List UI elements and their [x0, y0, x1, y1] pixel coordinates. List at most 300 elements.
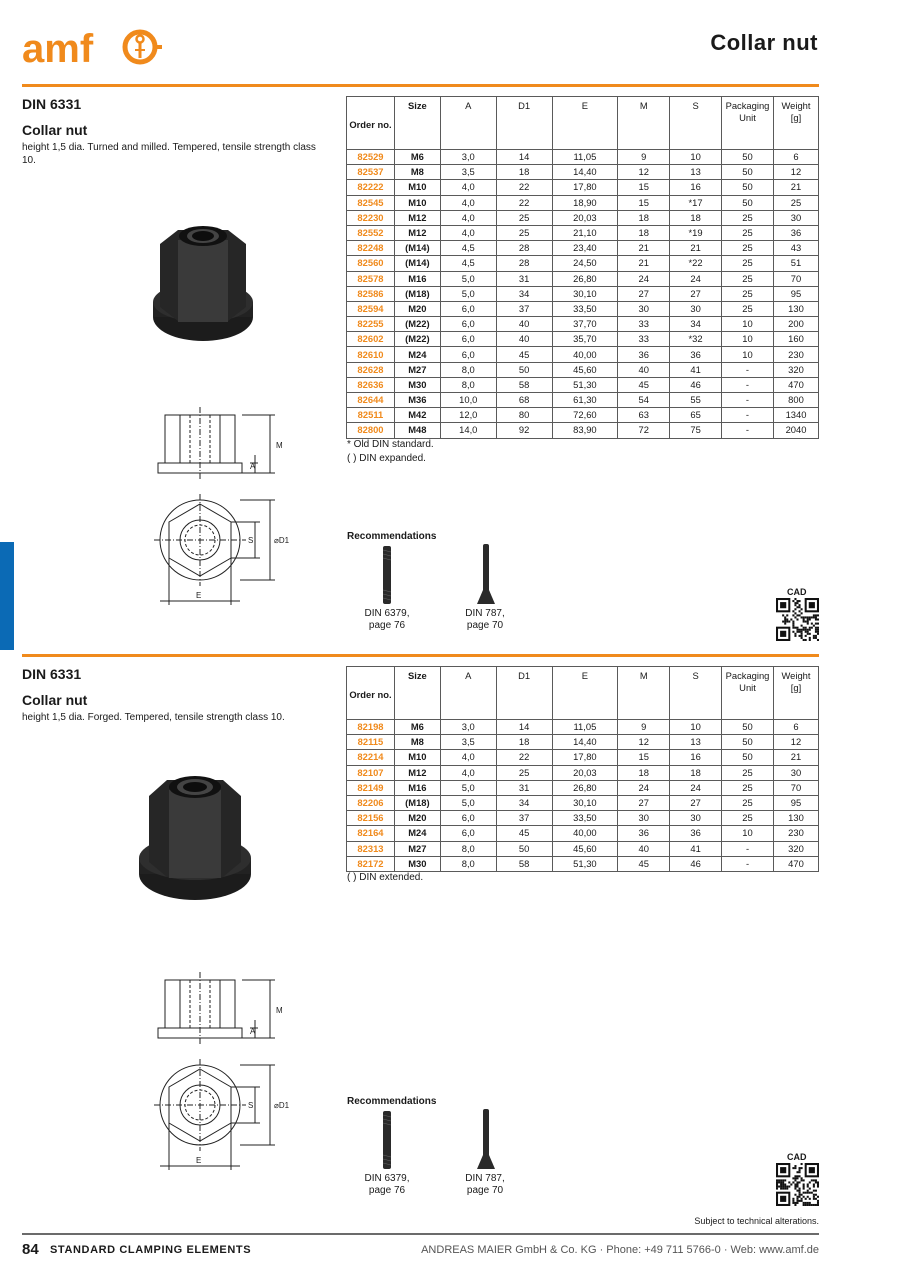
- table-row: [347, 362, 819, 377]
- cell-weight: 130: [773, 301, 818, 316]
- cell-weight: 36: [773, 225, 818, 240]
- table-row: [347, 195, 819, 210]
- cell-size: M10: [394, 195, 440, 210]
- cell-m: 15: [618, 180, 670, 195]
- cell-weight: 30: [774, 765, 819, 780]
- col-e: E: [552, 667, 618, 720]
- cell-a: 5,0: [440, 795, 496, 810]
- cell-packaging-unit: -: [722, 841, 774, 856]
- cell-packaging-unit: 25: [722, 811, 774, 826]
- cell-weight: 21: [774, 750, 819, 765]
- spec-table-2: [346, 666, 819, 872]
- cad-qr-code-2[interactable]: [776, 1163, 819, 1206]
- cell-e: 17,80: [552, 180, 618, 195]
- cell-d1: 22: [496, 180, 552, 195]
- col-d1: D1: [496, 667, 552, 720]
- cell-size: (M14): [394, 241, 440, 256]
- spec-table-1: [346, 96, 819, 439]
- table-row: [347, 180, 819, 195]
- cell-weight: 1340: [773, 408, 818, 423]
- cell-a: 10,0: [440, 393, 496, 408]
- cell-s: *32: [670, 332, 722, 347]
- cell-size: M42: [394, 408, 440, 423]
- cell-e: 45,60: [552, 362, 618, 377]
- cell-d1: 14: [496, 720, 552, 735]
- cell-e: 45,60: [552, 841, 618, 856]
- table-row: [347, 765, 819, 780]
- cell-s: 13: [670, 165, 722, 180]
- cell-a: 3,5: [440, 165, 496, 180]
- table-row: [347, 408, 819, 423]
- cell-order-no[interactable]: 82149: [347, 780, 395, 795]
- col-packaging: Packaging Unit: [722, 97, 774, 150]
- cell-d1: 45: [496, 826, 552, 841]
- cell-a: 8,0: [440, 362, 496, 377]
- cad-label-1: CAD: [787, 587, 807, 597]
- cell-m: 54: [618, 393, 670, 408]
- cell-a: 8,0: [440, 377, 496, 392]
- table-row: [347, 317, 819, 332]
- cell-m: 15: [618, 750, 670, 765]
- cell-e: 20,03: [552, 210, 618, 225]
- cell-weight: 43: [773, 241, 818, 256]
- cell-d1: 50: [496, 362, 552, 377]
- footer-divider: [22, 1233, 819, 1235]
- cell-e: 51,30: [552, 377, 618, 392]
- cell-order-no[interactable]: 82198: [347, 720, 395, 735]
- cell-e: 30,10: [552, 795, 618, 810]
- section1-name: Collar nut: [22, 122, 88, 138]
- table-row: [347, 377, 819, 392]
- cell-weight: 160: [773, 332, 818, 347]
- cell-weight: 470: [773, 377, 818, 392]
- cell-d1: 34: [496, 286, 552, 301]
- cell-m: 63: [618, 408, 670, 423]
- cell-e: 26,80: [552, 271, 618, 286]
- cell-s: 55: [670, 393, 722, 408]
- dim-label-d1: ⌀D1: [274, 1101, 290, 1110]
- cell-d1: 18: [496, 735, 552, 750]
- cell-s: 16: [670, 750, 722, 765]
- footer-section-name: STANDARD CLAMPING ELEMENTS: [50, 1244, 252, 1256]
- cell-a: 14,0: [440, 423, 496, 438]
- col-e: E: [552, 97, 618, 150]
- table-row: [347, 210, 819, 225]
- cell-packaging-unit: 25: [722, 765, 774, 780]
- cell-size: M16: [394, 780, 440, 795]
- cell-order-no[interactable]: 82578: [347, 271, 395, 286]
- cell-a: 5,0: [440, 780, 496, 795]
- cell-m: 36: [618, 826, 670, 841]
- cell-d1: 34: [496, 795, 552, 810]
- cell-m: 12: [618, 165, 670, 180]
- collar-nut-photo-forged: [135, 772, 255, 904]
- cell-s: 41: [670, 362, 722, 377]
- col-order-no: Order no.: [347, 667, 395, 720]
- cell-weight: 230: [774, 826, 819, 841]
- cell-d1: 58: [496, 377, 552, 392]
- cell-e: 11,05: [552, 150, 618, 165]
- cell-e: 51,30: [552, 856, 618, 871]
- cell-size: M20: [394, 811, 440, 826]
- table-row: [347, 423, 819, 438]
- cell-size: M20: [394, 301, 440, 316]
- cell-size: M12: [394, 210, 440, 225]
- cell-order-no[interactable]: 82248: [347, 241, 395, 256]
- din6379-bolt-image[interactable]: [380, 1111, 394, 1169]
- cell-size: (M14): [394, 256, 440, 271]
- cell-m: 24: [618, 271, 670, 286]
- cell-s: 46: [670, 377, 722, 392]
- cell-a: 5,0: [440, 286, 496, 301]
- table-row: [347, 393, 819, 408]
- cell-e: 83,90: [552, 423, 618, 438]
- cell-order-no[interactable]: 82602: [347, 332, 395, 347]
- cell-d1: 40: [496, 332, 552, 347]
- cell-order-no[interactable]: 82537: [347, 165, 395, 180]
- cell-m: 21: [618, 241, 670, 256]
- cell-m: 18: [618, 765, 670, 780]
- cell-m: 45: [618, 377, 670, 392]
- cell-weight: 200: [773, 317, 818, 332]
- cell-size: M24: [394, 826, 440, 841]
- cell-order-no[interactable]: 82230: [347, 210, 395, 225]
- cell-packaging-unit: 10: [722, 317, 774, 332]
- cell-order-no[interactable]: 82545: [347, 195, 395, 210]
- cell-order-no[interactable]: 82214: [347, 750, 395, 765]
- cell-weight: 51: [773, 256, 818, 271]
- amf-logo: [22, 22, 162, 72]
- cell-a: 12,0: [440, 408, 496, 423]
- cell-packaging-unit: 25: [722, 795, 774, 810]
- table-row: [347, 826, 819, 841]
- cell-d1: 25: [496, 765, 552, 780]
- cell-a: 4,5: [440, 241, 496, 256]
- cell-weight: 70: [773, 271, 818, 286]
- col-order-no: Order no.: [347, 97, 395, 150]
- cell-s: 18: [670, 210, 722, 225]
- cell-m: 18: [618, 225, 670, 240]
- cell-a: 6,0: [440, 332, 496, 347]
- cell-order-no[interactable]: 82628: [347, 362, 395, 377]
- col-d1: D1: [496, 97, 552, 150]
- cell-a: 4,0: [440, 195, 496, 210]
- cell-packaging-unit: -: [722, 393, 774, 408]
- dim-label-m: M: [276, 441, 283, 450]
- table-row: [347, 241, 819, 256]
- rec-din787-link[interactable]: DIN 787, page 70: [465, 1173, 505, 1196]
- cell-order-no[interactable]: 82206: [347, 795, 395, 810]
- cell-s: 16: [670, 180, 722, 195]
- cell-order-no[interactable]: 82529: [347, 150, 395, 165]
- cell-a: 4,5: [440, 256, 496, 271]
- cell-weight: 21: [773, 180, 818, 195]
- cell-m: 9: [618, 150, 670, 165]
- cell-packaging-unit: 50: [722, 195, 774, 210]
- col-weight: Weight [g]: [774, 667, 819, 720]
- cell-weight: 2040: [773, 423, 818, 438]
- cell-order-no[interactable]: 82644: [347, 393, 395, 408]
- cell-order-no[interactable]: 82636: [347, 377, 395, 392]
- cell-s: 24: [670, 780, 722, 795]
- cell-m: 33: [618, 332, 670, 347]
- cell-e: 20,03: [552, 765, 618, 780]
- table-header-row: [347, 97, 819, 150]
- cell-e: 17,80: [552, 750, 618, 765]
- cell-e: 14,40: [552, 165, 618, 180]
- cell-packaging-unit: -: [722, 856, 774, 871]
- cell-s: 27: [670, 795, 722, 810]
- cell-e: 14,40: [552, 735, 618, 750]
- cell-size: (M22): [394, 332, 440, 347]
- cell-size: M30: [394, 856, 440, 871]
- table-row: [347, 301, 819, 316]
- cell-a: 6,0: [440, 811, 496, 826]
- cell-e: 21,10: [552, 225, 618, 240]
- cell-s: 34: [670, 317, 722, 332]
- cell-s: 36: [670, 826, 722, 841]
- cell-weight: 6: [774, 720, 819, 735]
- rec-din6379-link[interactable]: DIN 6379, page 76: [364, 608, 410, 631]
- cell-s: 46: [670, 856, 722, 871]
- technical-drawing-2: [150, 970, 290, 1180]
- table-row: [347, 750, 819, 765]
- section2-din: DIN 6331: [22, 666, 82, 682]
- rec-din787-link[interactable]: DIN 787, page 70: [465, 608, 505, 631]
- cell-e: 33,50: [552, 811, 618, 826]
- cell-order-no[interactable]: 82586: [347, 286, 395, 301]
- table-row: [347, 286, 819, 301]
- cell-order-no[interactable]: 82313: [347, 841, 395, 856]
- cell-order-no[interactable]: 82222: [347, 180, 395, 195]
- cell-weight: 320: [773, 362, 818, 377]
- col-a: A: [440, 97, 496, 150]
- cell-s: 75: [670, 423, 722, 438]
- cell-size: M12: [394, 225, 440, 240]
- section2-name: Collar nut: [22, 692, 88, 708]
- cell-order-no[interactable]: 82255: [347, 317, 395, 332]
- side-chapter-tab: [0, 542, 14, 650]
- cell-d1: 31: [496, 780, 552, 795]
- cell-order-no[interactable]: 82107: [347, 765, 395, 780]
- cell-a: 3,5: [440, 735, 496, 750]
- cell-a: 3,0: [440, 150, 496, 165]
- cell-d1: 40: [496, 317, 552, 332]
- cell-a: 4,0: [440, 225, 496, 240]
- cell-e: 33,50: [552, 301, 618, 316]
- cell-size: M16: [394, 271, 440, 286]
- cell-e: 72,60: [552, 408, 618, 423]
- cell-order-no[interactable]: 82156: [347, 811, 395, 826]
- cell-m: 33: [618, 317, 670, 332]
- cell-s: 10: [670, 150, 722, 165]
- cell-packaging-unit: -: [722, 362, 774, 377]
- cell-size: M6: [394, 150, 440, 165]
- cell-d1: 25: [496, 210, 552, 225]
- cell-e: 24,50: [552, 256, 618, 271]
- cell-m: 15: [618, 195, 670, 210]
- cell-e: 23,40: [552, 241, 618, 256]
- section1-din: DIN 6331: [22, 96, 82, 112]
- cell-d1: 58: [496, 856, 552, 871]
- cell-s: 36: [670, 347, 722, 362]
- cell-weight: 6: [773, 150, 818, 165]
- cell-packaging-unit: 50: [722, 750, 774, 765]
- dim-label-e: E: [196, 591, 202, 600]
- table-row: [347, 795, 819, 810]
- cell-size: M10: [394, 180, 440, 195]
- cell-size: M27: [394, 362, 440, 377]
- cell-a: 4,0: [440, 180, 496, 195]
- col-a: A: [440, 667, 496, 720]
- cell-d1: 25: [496, 225, 552, 240]
- cell-s: 24: [670, 271, 722, 286]
- cell-order-no[interactable]: 82560: [347, 256, 395, 271]
- cell-size: M30: [394, 377, 440, 392]
- table-row: [347, 271, 819, 286]
- note-din-extended: ( ) DIN extended.: [347, 872, 424, 883]
- dim-label-d1: ⌀D1: [274, 536, 290, 545]
- cell-a: 6,0: [440, 826, 496, 841]
- cell-size: (M18): [394, 795, 440, 810]
- cell-d1: 31: [496, 271, 552, 286]
- table-row: [347, 256, 819, 271]
- col-m: M: [618, 97, 670, 150]
- cell-order-no[interactable]: 82164: [347, 826, 395, 841]
- cell-size: M24: [394, 347, 440, 362]
- technical-alterations-note: Subject to technical alterations.: [694, 1216, 819, 1226]
- cell-packaging-unit: -: [722, 408, 774, 423]
- cell-packaging-unit: 25: [722, 780, 774, 795]
- cell-order-no[interactable]: 82511: [347, 408, 395, 423]
- table-row: [347, 856, 819, 871]
- cell-d1: 50: [496, 841, 552, 856]
- cell-e: 40,00: [552, 347, 618, 362]
- cell-m: 21: [618, 256, 670, 271]
- cell-m: 45: [618, 856, 670, 871]
- cell-size: M6: [394, 720, 440, 735]
- table-row: [347, 735, 819, 750]
- note-old-din: * Old DIN standard.: [347, 439, 434, 450]
- technical-drawing-1: [150, 405, 290, 615]
- cell-d1: 28: [496, 256, 552, 271]
- cell-m: 12: [618, 735, 670, 750]
- din6379-bolt-image[interactable]: [380, 546, 394, 604]
- dim-label-m: M: [276, 1006, 283, 1015]
- cell-order-no[interactable]: 82610: [347, 347, 395, 362]
- cell-order-no[interactable]: 82594: [347, 301, 395, 316]
- cell-packaging-unit: 25: [722, 210, 774, 225]
- cell-m: 27: [618, 795, 670, 810]
- page-number: 84: [22, 1241, 39, 1258]
- cell-weight: 25: [773, 195, 818, 210]
- cell-m: 72: [618, 423, 670, 438]
- cell-d1: 28: [496, 241, 552, 256]
- rec-din6379-link[interactable]: DIN 6379, page 76: [364, 1173, 410, 1196]
- col-size: Size: [394, 667, 440, 720]
- cell-a: 8,0: [440, 841, 496, 856]
- cell-weight: 12: [773, 165, 818, 180]
- cell-packaging-unit: 10: [722, 332, 774, 347]
- cell-a: 4,0: [440, 750, 496, 765]
- cell-d1: 68: [496, 393, 552, 408]
- cell-a: 6,0: [440, 317, 496, 332]
- table-row: [347, 165, 819, 180]
- cell-packaging-unit: 25: [722, 241, 774, 256]
- recommendations-title-2: Recommendations: [347, 1096, 437, 1107]
- cell-order-no[interactable]: 82172: [347, 856, 395, 871]
- cell-s: 65: [670, 408, 722, 423]
- cell-order-no[interactable]: 82800: [347, 423, 395, 438]
- cell-weight: 470: [774, 856, 819, 871]
- din787-bolt-image[interactable]: [476, 1109, 496, 1169]
- cell-weight: 130: [774, 811, 819, 826]
- cell-e: 11,05: [552, 720, 618, 735]
- col-m: M: [618, 667, 670, 720]
- recommendations-title-1: Recommendations: [347, 531, 437, 542]
- cell-packaging-unit: 25: [722, 271, 774, 286]
- din787-bolt-image[interactable]: [476, 544, 496, 604]
- cell-packaging-unit: 25: [722, 256, 774, 271]
- cad-qr-code-1[interactable]: [776, 598, 819, 641]
- table-row: [347, 780, 819, 795]
- cell-e: 26,80: [552, 780, 618, 795]
- section1-description: height 1,5 dia. Turned and milled. Tempered, tensile strength class 10.: [22, 142, 316, 166]
- cell-a: 5,0: [440, 271, 496, 286]
- footer-company-info: ANDREAS MAIER GmbH & Co. KG · Phone: +49 711 5766-0 · Web: www.amf.de: [421, 1244, 819, 1256]
- dim-label-e: E: [196, 1156, 202, 1165]
- cell-s: *19: [670, 225, 722, 240]
- cell-s: *17: [670, 195, 722, 210]
- col-packaging: Packaging Unit: [722, 667, 774, 720]
- cell-a: 6,0: [440, 347, 496, 362]
- cell-packaging-unit: 50: [722, 180, 774, 195]
- col-weight: Weight [g]: [773, 97, 818, 150]
- page-title: Collar nut: [710, 30, 818, 55]
- note-din-expanded: ( ) DIN expanded.: [347, 453, 426, 464]
- cell-d1: 18: [496, 165, 552, 180]
- cell-m: 40: [618, 841, 670, 856]
- cell-d1: 14: [496, 150, 552, 165]
- table-row: [347, 841, 819, 856]
- cell-m: 30: [618, 811, 670, 826]
- cell-e: 30,10: [552, 286, 618, 301]
- cell-s: 27: [670, 286, 722, 301]
- col-size: Size: [394, 97, 440, 150]
- cell-s: 30: [670, 811, 722, 826]
- cell-m: 36: [618, 347, 670, 362]
- cell-order-no[interactable]: 82552: [347, 225, 395, 240]
- cell-weight: 30: [773, 210, 818, 225]
- table-row: [347, 811, 819, 826]
- cell-size: M8: [394, 165, 440, 180]
- col-s: S: [670, 667, 722, 720]
- cell-weight: 95: [774, 795, 819, 810]
- cell-a: 4,0: [440, 765, 496, 780]
- cell-size: (M22): [394, 317, 440, 332]
- cell-m: 27: [618, 286, 670, 301]
- cell-m: 30: [618, 301, 670, 316]
- cell-m: 18: [618, 210, 670, 225]
- cell-m: 24: [618, 780, 670, 795]
- cell-s: 13: [670, 735, 722, 750]
- cell-size: M10: [394, 750, 440, 765]
- cell-packaging-unit: 25: [722, 225, 774, 240]
- cell-d1: 45: [496, 347, 552, 362]
- cell-a: 3,0: [440, 720, 496, 735]
- cell-order-no[interactable]: 82115: [347, 735, 395, 750]
- cell-s: *22: [670, 256, 722, 271]
